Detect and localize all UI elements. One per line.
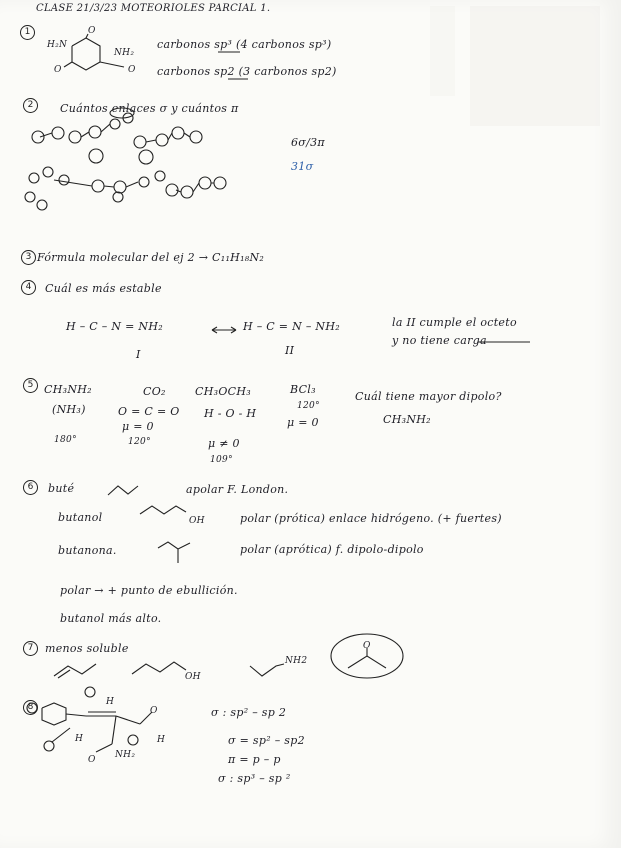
- q2-title: Cuántos enlaces σ y cuántos π: [60, 102, 239, 115]
- q7-ketone-o: O: [363, 641, 371, 651]
- question-number-6: 6: [23, 480, 38, 495]
- q2-count-sigma: 31σ: [291, 160, 314, 173]
- q5-compound-co2: CO₂: [143, 385, 166, 398]
- q5-co2-angle: 120°: [128, 437, 151, 447]
- q6-butene-name: buté: [48, 482, 75, 495]
- question-number-3: 3: [21, 250, 36, 265]
- q7-chain-1: [54, 664, 96, 676]
- q1-label-nh2: NH₂: [114, 48, 135, 58]
- q8-label-o1: O: [150, 706, 158, 716]
- q5-ether-dipole: μ ≠ 0: [208, 437, 240, 450]
- q5-answer: CH₃NH₂: [383, 413, 431, 426]
- q5-co2-dipole: μ = 0: [122, 420, 154, 433]
- q7-nh2-label: NH2: [285, 656, 308, 666]
- q6-butanol-oh: OH: [189, 516, 205, 526]
- question-number-5: 5: [23, 378, 38, 393]
- question-number-7: 7: [23, 641, 38, 656]
- question-number-4: 4: [21, 280, 36, 295]
- question-number-2: 2: [23, 98, 38, 113]
- q8-label-h3: H: [157, 735, 166, 745]
- q6-butene-zigzag: [108, 486, 138, 495]
- q6-butanone-zigzag: [158, 542, 190, 549]
- q3-text: Fórmula molecular del ej 2 → C₁₁H₁₈N₂: [37, 251, 265, 264]
- question-number-8: 8: [23, 700, 38, 715]
- q6-butene-desc: apolar F. London.: [186, 483, 289, 496]
- q6-butanol-desc: polar (prótica) enlace hidrógeno. (+ fuertes): [240, 512, 502, 525]
- q8-label-h2: H: [75, 734, 84, 744]
- q6-butanol-zigzag: [140, 506, 186, 514]
- q5-angle-180: 180°: [54, 435, 77, 445]
- q5-ether-structure: H - O - H: [204, 407, 257, 420]
- q1-ring: [72, 38, 100, 70]
- q6-butanone-name: butanona.: [58, 544, 117, 557]
- q8-bond-4: σ : sp³ – sp ²: [218, 772, 291, 785]
- q5-co2-structure: O = C = O: [118, 405, 180, 418]
- q5-ether-angle: 109°: [210, 455, 233, 465]
- q6-conclusion: butanol más alto.: [60, 612, 162, 625]
- q4-label-i: I: [136, 348, 141, 361]
- q6-butanone-desc: polar (aprótica) f. dipolo-dipolo: [240, 543, 424, 556]
- q4-resonance-2: H – C = N – NH₂: [243, 320, 340, 333]
- q1-label-o-right: O: [128, 65, 136, 75]
- q7-chain-3: [250, 664, 284, 676]
- q8-label-h1: H: [106, 697, 115, 707]
- q1-line-sp2: carbonos sp2 (3 carbonos sp2): [157, 65, 337, 78]
- q4-title: Cuál es más estable: [45, 282, 162, 295]
- q7-oh-label: OH: [185, 672, 201, 682]
- q7-title: menos soluble: [45, 642, 129, 655]
- q5-question: Cuál tiene mayor dipolo?: [355, 390, 502, 403]
- q1-label-h2n: H₂N: [47, 40, 68, 50]
- q7-chain-2: [132, 662, 186, 674]
- q5-compound-methylamine: CH₃NH₂: [44, 383, 92, 396]
- q4-resonance-1: H – C – N = NH₂: [66, 320, 163, 333]
- q5-bcl3-dipole: μ = 0: [287, 416, 319, 429]
- q5-sub-nh3: (NH₃): [52, 403, 86, 416]
- q2-count-pi: 6σ/3π: [291, 136, 325, 149]
- q6-polar-note: polar → + punto de ebullición.: [60, 584, 238, 597]
- q5-compound-ether: CH₃OCH₃: [195, 385, 251, 398]
- page-header: CLASE 21/3/23 MOTEORIOLES PARCIAL 1.: [36, 3, 271, 14]
- q8-bond-1: σ : sp² – sp 2: [211, 706, 287, 719]
- q5-bcl3-angle: 120°: [297, 401, 320, 411]
- q5-compound-bcl3: BCl₃: [290, 383, 316, 396]
- q8-label-nh2: NH₂: [115, 750, 136, 760]
- q8-bond-3: π = p – p: [228, 753, 281, 766]
- q8-bond-2: σ = sp² – sp2: [228, 734, 305, 747]
- q1-label-o-left: O: [54, 65, 62, 75]
- q4-label-ii: II: [285, 344, 295, 357]
- q2-orbital-sketch: [25, 108, 226, 210]
- q1-label-o-top: O: [88, 26, 96, 36]
- q4-note-2: y no tiene carga: [392, 334, 487, 347]
- q4-note-1: la II cumple el octeto: [392, 316, 517, 329]
- q8-label-o2: O: [88, 755, 96, 765]
- q8-molecule-sketch: [27, 687, 152, 752]
- q1-line-sp3: carbonos sp³ (4 carbonos sp³): [157, 38, 332, 51]
- q6-butanol-name: butanol: [58, 511, 103, 524]
- question-number-1: 1: [20, 25, 35, 40]
